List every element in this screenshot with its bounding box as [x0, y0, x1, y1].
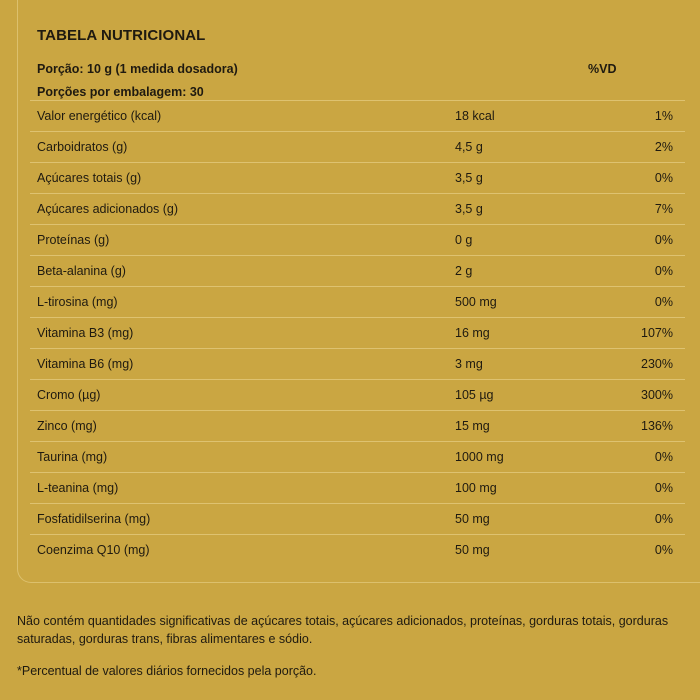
table-row	[30, 317, 685, 348]
nutrient-name: Beta-alanina (g)	[37, 264, 126, 278]
table-row	[30, 255, 685, 286]
table-row	[30, 534, 685, 565]
nutrient-name: Coenzima Q10 (mg)	[37, 543, 150, 557]
nutrient-name: Taurina (mg)	[37, 450, 108, 464]
nutrient-name: Açúcares adicionados (g)	[37, 202, 179, 216]
table-row	[30, 472, 685, 503]
nutrient-amount: 3 mg	[455, 357, 483, 371]
nutrient-daily-value: 0%	[654, 450, 673, 464]
nutrient-name: Valor energético (kcal)	[37, 109, 162, 123]
nutrient-daily-value: 1%	[654, 109, 673, 123]
nutrient-name: Cromo (µg)	[37, 388, 101, 402]
table-row	[30, 503, 685, 534]
nutrient-name: L-tirosina (mg)	[37, 295, 118, 309]
nutrient-name: Vitamina B6 (mg)	[37, 357, 134, 371]
nutrient-amount: 18 kcal	[455, 109, 495, 123]
nutrient-name: L-teanina (mg)	[37, 481, 119, 495]
nutrient-daily-value: 0%	[654, 233, 673, 247]
nutrient-daily-value: 0%	[654, 481, 673, 495]
nutrient-daily-value: 7%	[654, 202, 673, 216]
footnote-daily-values: *Percentual de valores diários fornecidos pela porção.	[17, 664, 317, 678]
nutrient-daily-value: 136%	[641, 419, 673, 433]
nutrient-name: Vitamina B3 (mg)	[37, 326, 134, 340]
table-row	[30, 224, 685, 255]
nutrient-daily-value: 107%	[641, 326, 673, 340]
nutrient-name: Zinco (mg)	[37, 419, 97, 433]
table-row	[30, 193, 685, 224]
nutrient-daily-value: 0%	[654, 295, 673, 309]
nutrient-daily-value: 0%	[654, 512, 673, 526]
nutrient-name: Açúcares totais (g)	[37, 171, 142, 185]
footnote-not-significant: Não contém quantidades significativas de açúcares totais, açúcares adicionados, proteínas, gorduras totais, gorduras saturadas, gorduras trans, fibras alimentares e sódio.	[17, 614, 669, 646]
nutrient-amount: 15 mg	[455, 419, 490, 433]
nutrient-amount: 16 mg	[455, 326, 490, 340]
portion-size: Porção: 10 g (1 medida dosadora)	[37, 62, 238, 76]
nutrient-amount: 100 mg	[455, 481, 497, 495]
table-title: TABELA NUTRICIONAL	[37, 27, 206, 44]
nutrient-rows	[30, 100, 685, 565]
table-row	[30, 131, 685, 162]
nutrient-daily-value: 300%	[641, 388, 673, 402]
nutrient-amount: 3,5 g	[455, 171, 483, 185]
table-row	[30, 100, 685, 131]
table-row	[30, 162, 685, 193]
nutrient-daily-value: 0%	[654, 543, 673, 557]
nutrient-amount: 50 mg	[455, 543, 490, 557]
nutrient-name: Proteínas (g)	[37, 233, 110, 247]
nutrient-amount: 50 mg	[455, 512, 490, 526]
table-row	[30, 348, 685, 379]
nutrient-daily-value: 0%	[654, 171, 673, 185]
nutrient-amount: 0 g	[455, 233, 473, 247]
nutrient-amount: 2 g	[455, 264, 473, 278]
table-row	[30, 410, 685, 441]
nutrient-amount: 105 µg	[455, 388, 494, 402]
dv-column-header: %VD	[588, 62, 617, 76]
nutrient-daily-value: 0%	[654, 264, 673, 278]
nutrient-amount: 500 mg	[455, 295, 497, 309]
servings-per-package: Porções por embalagem: 30	[37, 85, 204, 99]
table-row	[30, 286, 685, 317]
table-row	[30, 441, 685, 472]
nutrient-name: Fosfatidilserina (mg)	[37, 512, 151, 526]
nutrient-amount: 3,5 g	[455, 202, 483, 216]
table-row	[30, 379, 685, 410]
nutrient-name: Carboidratos (g)	[37, 140, 128, 154]
nutrient-amount: 4,5 g	[455, 140, 483, 154]
nutrient-daily-value: 2%	[654, 140, 673, 154]
nutrient-daily-value: 230%	[641, 357, 673, 371]
nutrient-amount: 1000 mg	[455, 450, 504, 464]
